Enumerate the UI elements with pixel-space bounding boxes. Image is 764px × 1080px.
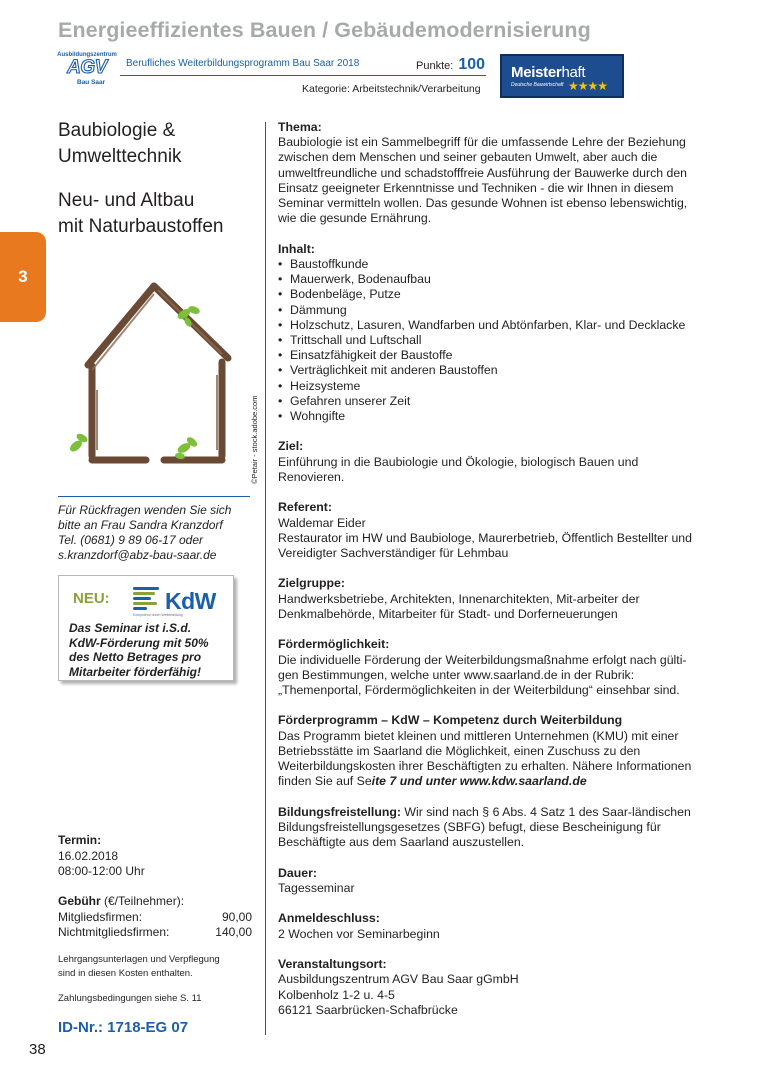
section-heading: Anmeldeschluss: [278, 911, 380, 926]
termin-time: 08:00-12:00 Uhr [58, 864, 145, 878]
points-value: 100 [458, 56, 486, 73]
contact-info: Für Rückfragen wenden Sie sich bitte an Frau Sandra Kranzdorf Tel. (0681) 9 89 06-17 oder s.kranzdorf@abz-bau-saar.de [58, 503, 258, 563]
list-item: • Wohngifte [278, 409, 718, 424]
section-referent: Referent: Waldemar Eider Restaurator im HW und Baubiologe, Maurerbetrieb, Öffentlich Bestellter und Vereidigter Sachverständiger für Lehmbau [278, 500, 718, 561]
section-heading: Zielgruppe: [278, 576, 345, 591]
section-thema: Thema: Baubiologie ist ein Sammelbegriff für die umfassende Lehre der Beziehung zwischen dem Menschen und seiner gebauten Umwelt, aber auch die umweltfreundliche und schadstofffreie Ausführung der Bauwerke durch den Einsatz geeigneter Erkenntnisse und Techniken - die wir Ihnen in diesem Seminar vermitteln wollen. Das gesunde Wohnen ist ebenso lebenswichtig, wie die gesunde Ernährung. [278, 120, 718, 226]
section-heading: Fördermöglichkeit: [278, 637, 390, 652]
section-inhalt [278, 242, 718, 424]
category: Kategorie: Arbeitstechnik/Verarbeitung [302, 83, 481, 95]
kdw-stripes-icon [133, 587, 163, 611]
list-item: • Verträglichkeit mit anderen Baustoffen [278, 363, 718, 378]
list-item: • Trittschall und Luftschall [278, 333, 718, 348]
logo-top-text: Ausbildungszentrum [57, 52, 117, 58]
points-label: Punkte: [416, 60, 454, 72]
section-heading: Referent: [278, 500, 332, 515]
kdw-logo-subtitle: Kompetenz durch Weiterbildung [133, 613, 183, 617]
termin-block [58, 833, 258, 880]
section-heading: Ziel: [278, 439, 304, 454]
section-heading: Förderprogramm – KdW – Kompetenz durch Weiterbildung [278, 713, 623, 728]
lehrgang-note: Lehrgangsunterlagen und Verpflegung sind in diesen Kosten enthalten. [58, 954, 220, 979]
fee-row: Mitgliedsfirmen: 90,00 [58, 909, 252, 924]
list-item: • Baustoffkunde [278, 257, 718, 272]
badge-title: Meisterhaft [511, 64, 586, 81]
header-divider [120, 75, 486, 76]
list-item: • Gefahren unserer Zeit [278, 394, 718, 409]
list-item: • Einsatzfähigkeit der Baustoffe [278, 348, 718, 363]
twig-house-image [62, 270, 242, 480]
section-heading: Thema: [278, 120, 322, 134]
kdw-new-label: NEU: [73, 590, 110, 607]
id-number: ID-Nr.: 1718-EG 07 [58, 1019, 189, 1036]
course-details [278, 120, 718, 1033]
section-heading: Bildungsfreistellung: [278, 804, 401, 819]
section-anmeldeschluss: Anmeldeschluss: 2 Wochen vor Seminarbeginn [278, 911, 718, 941]
contact-divider [58, 496, 250, 497]
section-banner: Energieeffizientes Bauen / Gebäudemodernisierung [58, 18, 591, 42]
section-ziel: Ziel: Einführung in die Baubiologie und Ökologie, biologisch Bauen und Renovieren. [278, 439, 718, 485]
photo-credit: ©Petair - stock.adobe.com [250, 395, 259, 484]
section-bildungsfreistellung: Bildungsfreistellung: Wir sind nach § 6 Abs. 4 Satz 1 des Saar-ländischen Bildungsfreistellungsgesetzes (SBFG) befugt, diese Bescheinigung für Beschäftigte aus dem Saarland auszustellen. [278, 804, 691, 850]
section-foerdermoeglichkeit: Fördermöglichkeit: Die individuelle Förderung der Weiterbildungsmaßnahme erfolgt nach gülti- gen Bestimmungen, welche unter www.saarland.de in der Rubrik: „Themenportal, Fördermöglichkeiten in der Weiterbildung“ einsehbar sind. [278, 637, 718, 698]
chapter-tab [0, 232, 46, 322]
list-item: • Dämmung [278, 303, 718, 318]
gebuehr-label: Gebühr [58, 894, 101, 908]
section-foerderprogramm: Förderprogramm – KdW – Kompetenz durch Weiterbildung Das Programm bietet kleinen und mittleren Unternehmen (KMU) mit einer Betriebsstätte im Saarland die Möglichkeit, einen Zuschuss zu den Weiterbildungskosten ihrer Beschäftigten zu erhalten. Nähere Informationen finden Sie auf Seite 7 und unter www.kdw.saarland.de [278, 713, 718, 789]
termin-date: 16.02.2018 [58, 848, 119, 863]
badge-subtitle: Deutsche Bauwirtschaft [511, 82, 564, 88]
kdw-promo-box [58, 575, 234, 681]
kdw-promo-text: Das Seminar ist i.S.d. KdW-Förderung mit 50% des Netto Betrages pro Mitarbeiter förderfähig! [69, 621, 209, 679]
star-icon: ★★★★ [568, 79, 608, 93]
kdw-logo [131, 582, 221, 618]
seminar-title: Baubiologie & Umwelttechnik [58, 120, 182, 167]
page-number: 38 [29, 1041, 46, 1058]
kdw-logo-text: KdW [165, 588, 216, 614]
kdw-link[interactable]: ite 7 und unter www.kdw.saarland.de [371, 774, 587, 789]
seminar-subtitle: Neu- und Altbau mit Naturbaustoffen [58, 190, 224, 237]
contact-email[interactable]: s.kranzdorf@abz-bau-saar.de [58, 548, 217, 562]
section-veranstaltungsort: Veranstaltungsort: Ausbildungszentrum AGV Bau Saar gGmbH Kolbenholz 1-2 u. 4-5 66121 Saarbrücken-Schafbrücke [278, 957, 718, 1018]
section-heading: Veranstaltungsort: [278, 957, 387, 972]
payment-note: Zahlungsbedingungen siehe S. 11 [58, 993, 202, 1004]
logo-bottom-text: Bau Saar [77, 79, 106, 86]
column-divider [265, 122, 266, 1035]
chapter-number: 3 [18, 267, 28, 286]
agv-logo [57, 52, 115, 88]
gebuehr-block: Gebühr (€/Teilnehmer): Mitgliedsfirmen: 90,00 Nichtmitgliedsfirmen: 140,00 [58, 894, 252, 939]
points [416, 56, 485, 74]
list-item: • Heizsysteme [278, 379, 718, 394]
fee-row: Nichtmitgliedsfirmen: 140,00 [58, 925, 252, 939]
list-item: • Mauerwerk, Bodenaufbau [278, 272, 718, 287]
list-item: • Bodenbeläge, Putze [278, 287, 718, 302]
section-heading: Inhalt: [278, 241, 315, 256]
meisterhaft-badge [500, 54, 624, 98]
program-title: Berufliches Weiterbildungsprogramm Bau Saar 2018 [126, 58, 360, 69]
section-heading: Dauer: [278, 865, 317, 880]
logo-main-text: AGV [67, 57, 107, 78]
section-zielgruppe: Zielgruppe: Handwerksbetriebe, Architekten, Innenarchitekten, Mit-arbeiter der Denkmalbehörde, Mitarbeiter für Stadt- und Dorferneuerungen [278, 576, 718, 622]
termin-label: Termin: [58, 833, 102, 847]
section-dauer: Dauer: Tagesseminar [278, 866, 718, 896]
list-item: • Holzschutz, Lasuren, Wandfarben und Abtönfarben, Klar- und Decklacke [278, 318, 718, 333]
